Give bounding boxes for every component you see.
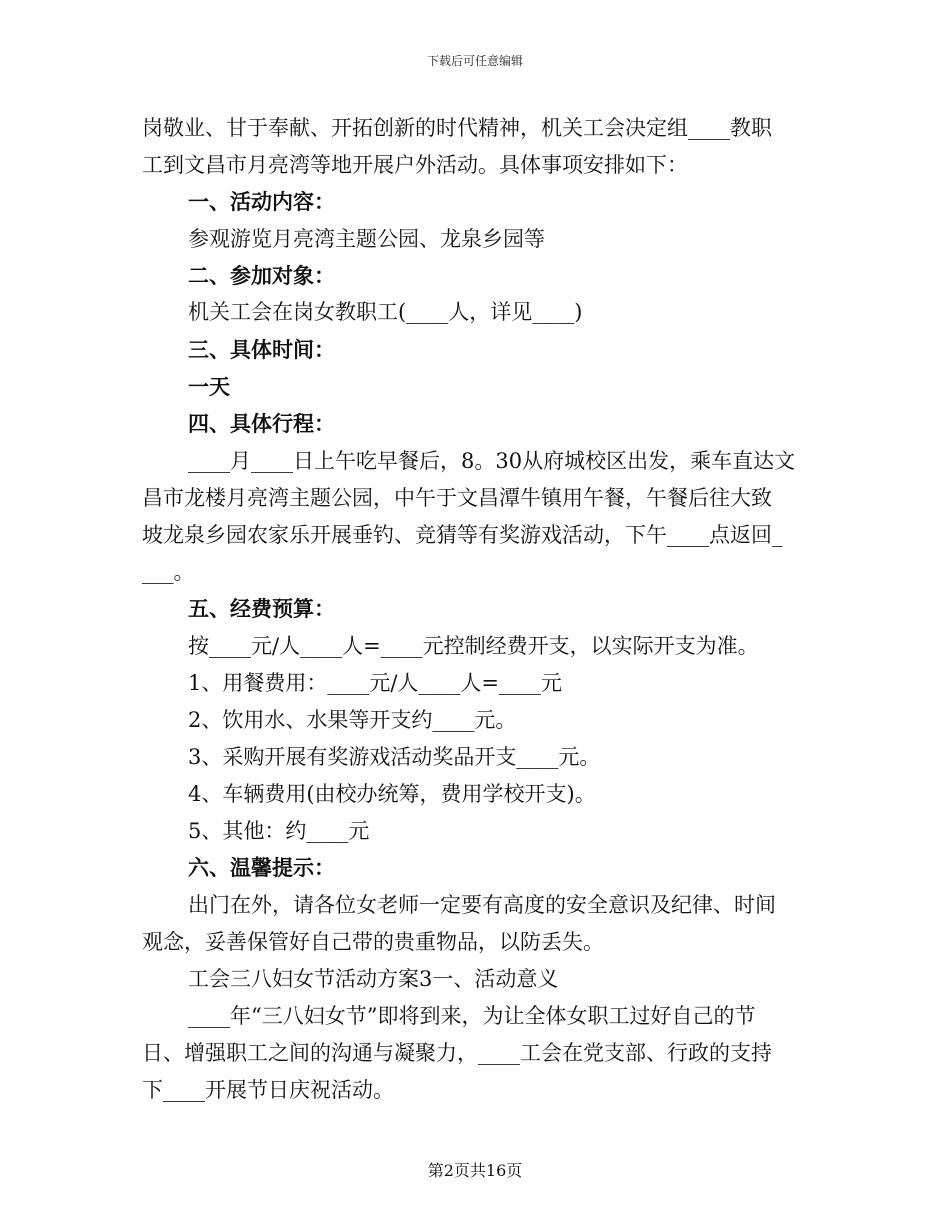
section-heading: 三、具体时间： <box>188 337 335 362</box>
section-heading: 一、活动内容： <box>188 189 335 214</box>
body-line: 机关工会在岗女教职工(____人，详见____) <box>188 300 583 324</box>
body-line: ____年“三八妇女节”即将到来，为让全体女职工过好自己的节 <box>188 1004 756 1028</box>
body-line: 昌市龙楼月亮湾主题公园，中午于文昌潭牛镇用午餐，午餐后往大致 <box>142 486 772 510</box>
body-line: 5、其他：约____元 <box>188 819 370 843</box>
body-line: 工会三八妇女节活动方案3一、活动意义 <box>188 967 559 991</box>
section-heading: 四、具体行程： <box>188 411 335 436</box>
body-line: 日、增强职工之间的沟通与凝聚力，____工会在党支部、行政的支持 <box>142 1041 772 1065</box>
body-line: 工到文昌市月亮湾等地开展户外活动。具体事项安排如下： <box>142 153 688 177</box>
body-line: 岗敬业、甘于奉献、开拓创新的时代精神，机关工会决定组____教职 <box>142 116 772 140</box>
body-line-bold: 一天 <box>188 374 230 399</box>
body-line: 3、采购开展有奖游戏活动奖品开支____元。 <box>188 745 601 769</box>
body-line: ____月____日上午吃早餐后，8。30从府城校区出发，乘车直达文 <box>188 449 796 473</box>
page-header: 下载后可任意编辑 <box>426 54 523 68</box>
body-line: 下____开展节日庆祝活动。 <box>142 1078 394 1102</box>
body-line: ___。 <box>142 560 195 584</box>
body-line: 出门在外，请各位女老师一定要有高度的安全意识及纪律、时间 <box>188 893 776 917</box>
body-line: 4、车辆费用(由校办统筹，费用学校开支)。 <box>188 782 596 806</box>
body-line: 坡龙泉乡园农家乐开展垂钓、竞猜等有奖游戏活动，下午____点返回_ <box>142 523 783 547</box>
section-heading: 二、参加对象： <box>188 263 335 288</box>
body-line: 参观游览月亮湾主题公园、龙泉乡园等 <box>188 227 545 251</box>
body-line: 2、饮用水、水果等开支约____元。 <box>188 708 517 732</box>
page-footer: 第2页共16页 <box>427 1161 523 1180</box>
body-line: 观念，妥善保管好自己带的贵重物品，以防丢失。 <box>142 930 604 954</box>
section-heading: 六、温馨提示： <box>188 855 335 880</box>
body-line: 按____元/人____人=____元控制经费开支，以实际开支为准。 <box>188 634 759 658</box>
section-heading: 五、经费预算： <box>188 596 335 621</box>
body-line: 1、用餐费用：____元/人____人=____元 <box>188 671 563 695</box>
